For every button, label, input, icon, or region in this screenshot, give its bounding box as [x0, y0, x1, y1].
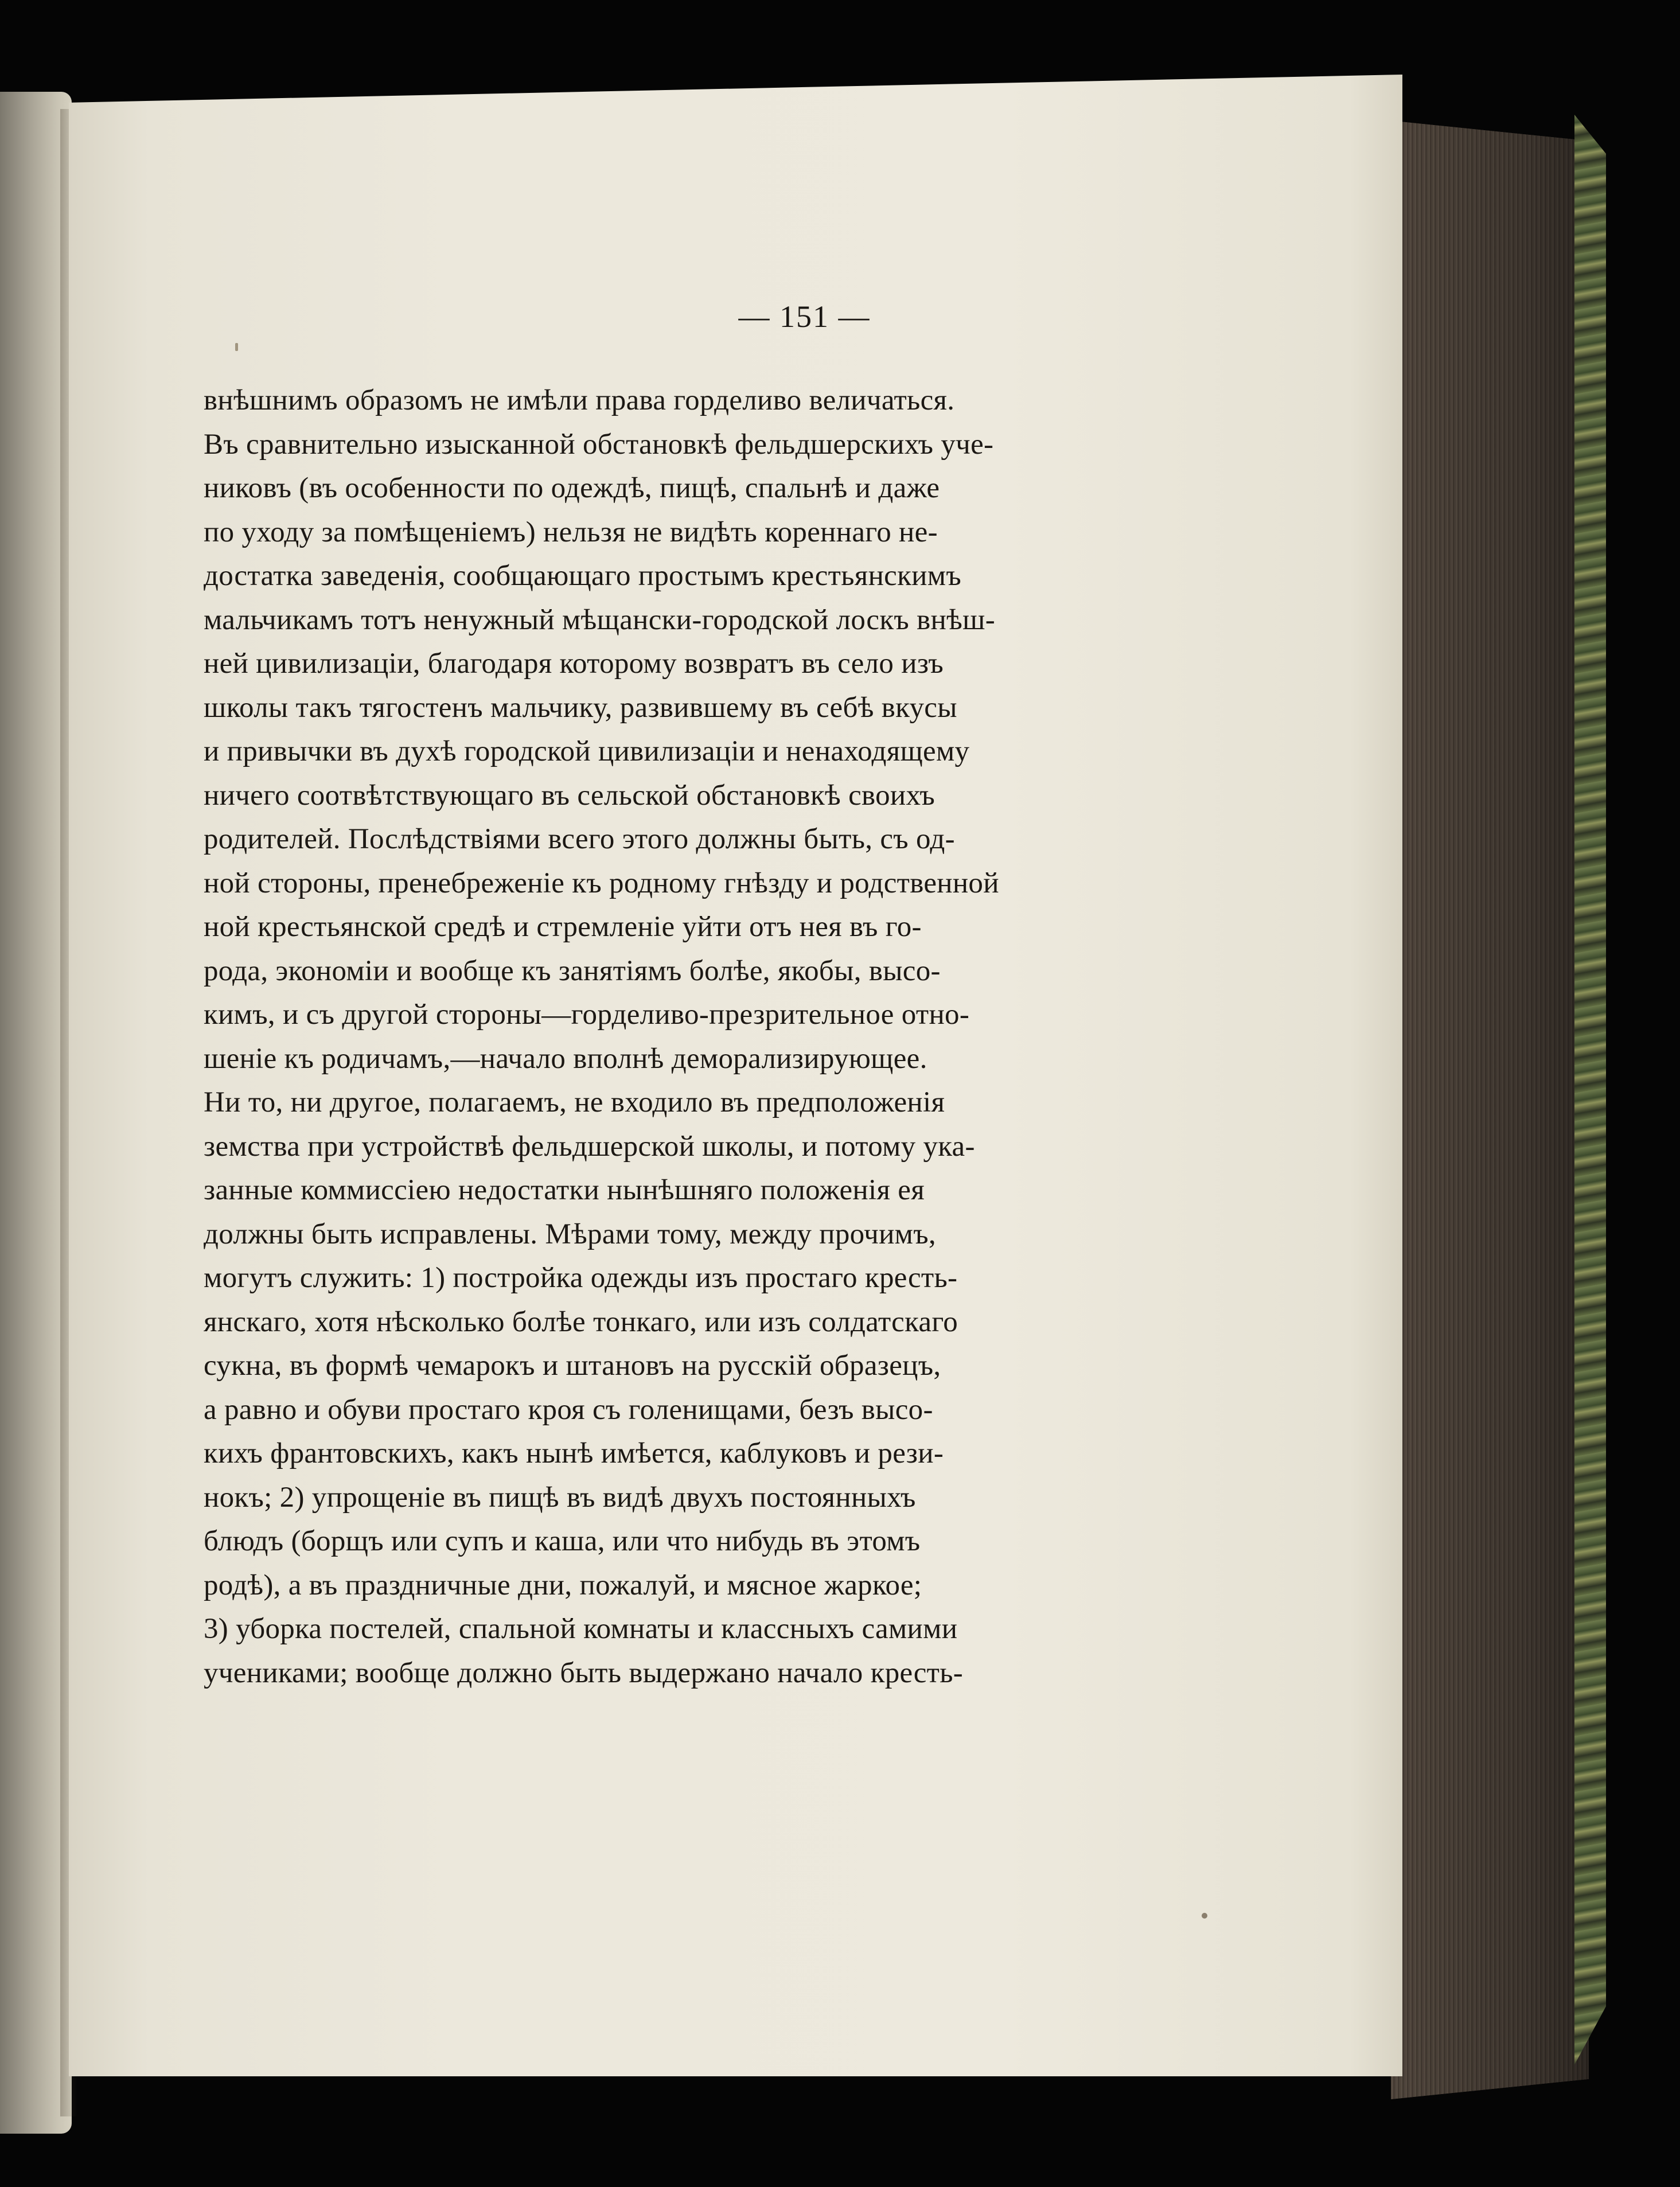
text-line: учениками; вообще должно быть выдержано начало кресть- [204, 1656, 964, 1689]
book-page-stack-shade [1391, 80, 1589, 2099]
text-line: янскаго, хотя нѣсколько болѣе тонкаго, или изъ солдатскаго [204, 1305, 958, 1338]
text-line: а равно и обуви простаго кроя съ голенищами, безъ высо- [204, 1393, 933, 1426]
text-line: кимъ, и съ другой стороны—горделиво-презрительное отно- [204, 999, 970, 1031]
paper-speck [1202, 1913, 1207, 1919]
text-line: никовъ (въ особенности по одеждѣ, пищѣ, спальнѣ и даже [204, 472, 940, 504]
text-line: блюдъ (борщъ или супъ и каша, или что нибудь въ этомъ [204, 1525, 921, 1557]
text-line: и привычки въ духѣ городской цивилизаціи и ненаходящему [204, 735, 970, 767]
paper-mark [235, 343, 238, 351]
page-number-label: — 151 — [738, 299, 871, 334]
text-line: ной крестьянской средѣ и стремленіе уйти отъ нея въ го- [204, 911, 922, 943]
text-line: должны быть исправлены. Мѣрами тому, между прочимъ, [204, 1218, 936, 1250]
text-line: шеніе къ родичамъ,—начало вполнѣ деморализирующее. [204, 1042, 927, 1075]
text-line: Ни то, ни другое, полагаемъ, не входило въ предположенія [204, 1086, 945, 1118]
text-line: ней цивилизаціи, благодаря которому возвратъ въ село изъ [204, 648, 944, 680]
text-line: ничего соотвѣтствующаго въ сельской обстановкѣ своихъ [204, 779, 935, 812]
text-line: сукна, въ формѣ чемарокъ и штановъ на русскій образецъ, [204, 1350, 941, 1382]
text-line: занные коммиссіею недостатки нынѣшняго положенія ея [204, 1174, 925, 1206]
text-line: школы такъ тягостенъ мальчику, развившему въ себѣ вкусы [204, 691, 957, 724]
text-line: рода, экономіи и вообще къ занятіямъ болѣе, якобы, высо- [204, 954, 941, 987]
text-line: родителей. Послѣдствіями всего этого должны быть, съ од- [204, 823, 955, 855]
text-line: внѣшнимъ образомъ не имѣли права горделиво величаться. [204, 384, 955, 416]
page-number [0, 294, 1678, 340]
text-line: нокъ; 2) упрощеніе въ пищѣ въ видѣ двухъ постоянныхъ [204, 1481, 916, 1514]
text-line: мальчикамъ тотъ ненужный мѣщански-городской лоскъ внѣш- [204, 603, 995, 636]
text-line: земства при устройствѣ фельдшерской школы, и потому ука- [204, 1130, 975, 1163]
text-line: 3) уборка постелей, спальной комнаты и классныхъ самими [204, 1613, 958, 1645]
body-text [204, 379, 1090, 1695]
text-line: достатка заведенія, сообщающаго простымъ крестьянскимъ [204, 560, 962, 592]
text-line: родѣ), а въ праздничные дни, пожалуй, и мясное жаркое; [204, 1569, 922, 1601]
text-line: Въ сравнительно изысканной обстановкѣ фельдшерскихъ уче- [204, 428, 994, 461]
marbled-cover-edge [1574, 115, 1606, 2065]
text-line: ной стороны, пренебреженіе къ родному гнѣзду и родственной [204, 867, 999, 899]
text-line: по уходу за помѣщеніемъ) нельзя не видѣть кореннаго не- [204, 516, 938, 548]
text-line: могутъ служить: 1) постройка одежды изъ простаго кресть- [204, 1262, 958, 1294]
text-line: кихъ франтовскихъ, какъ нынѣ имѣется, каблуковъ и рези- [204, 1437, 944, 1469]
